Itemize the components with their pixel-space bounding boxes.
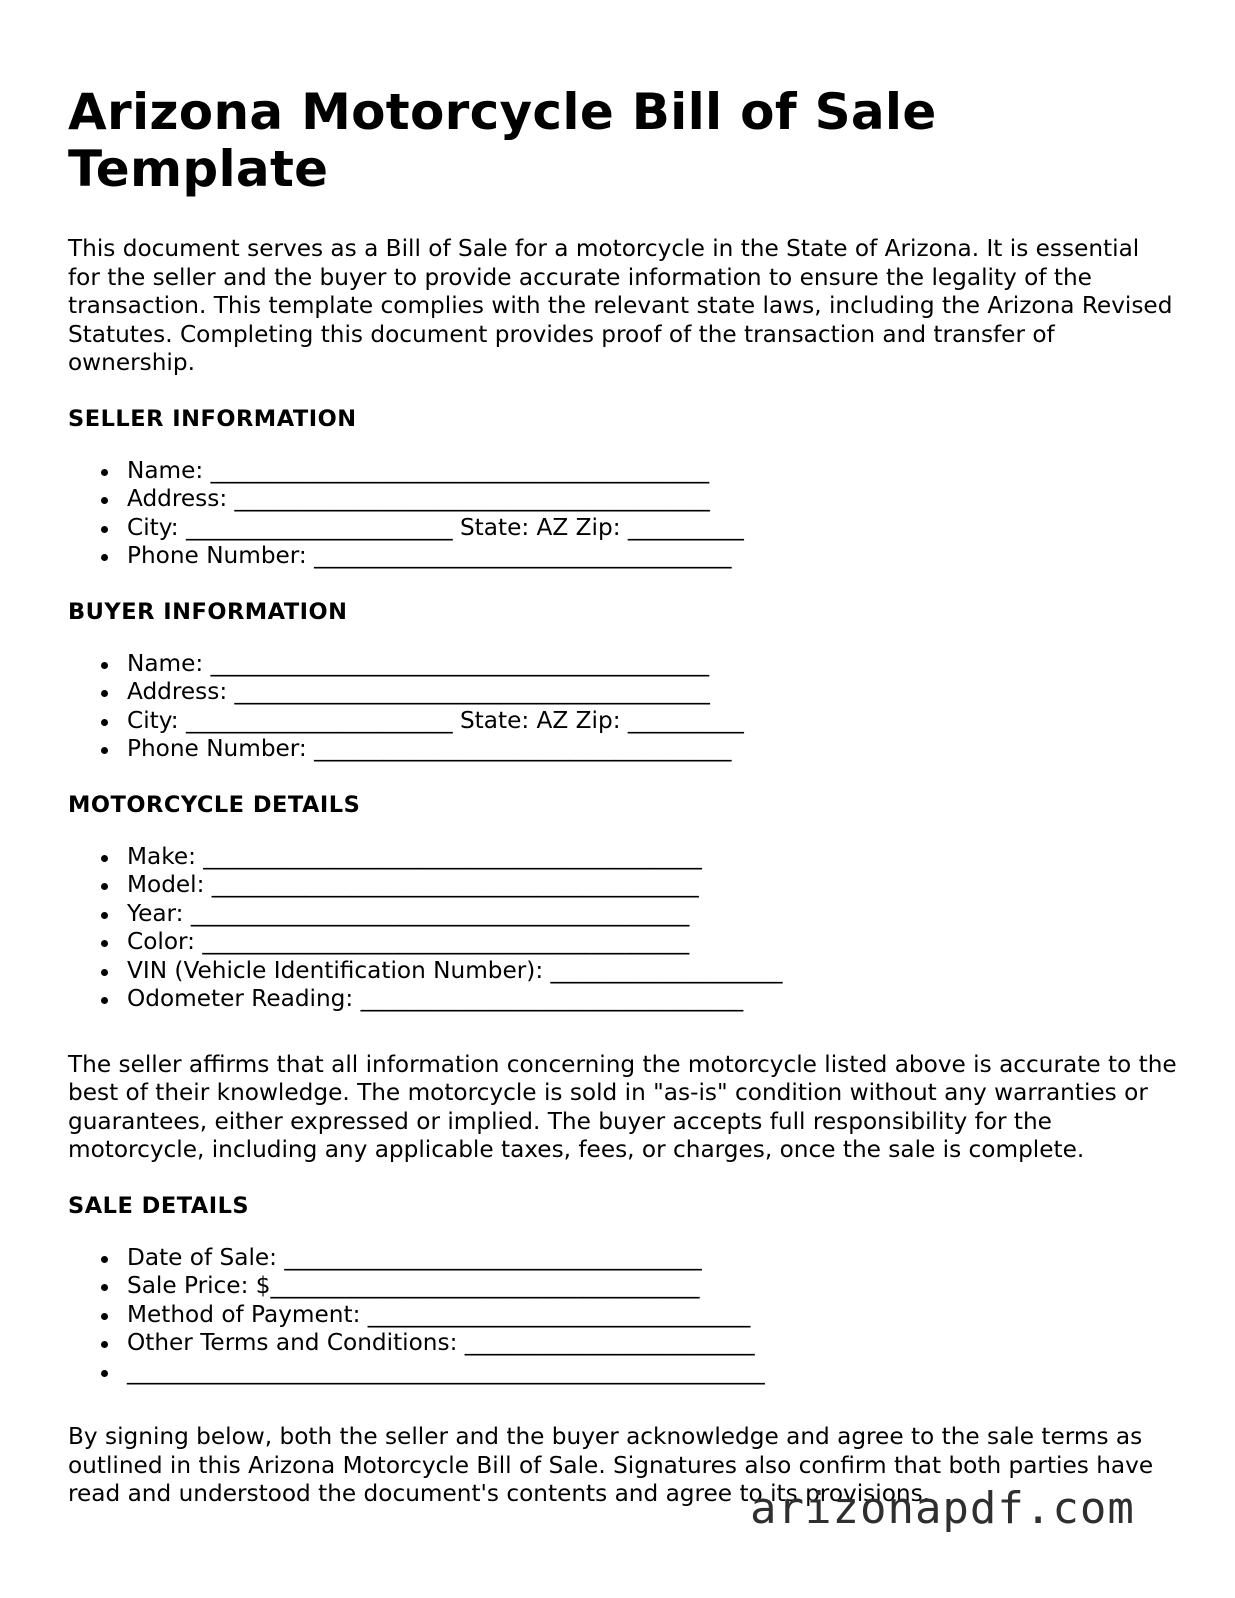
- document-title: Arizona Motorcycle Bill of Sale Template: [68, 83, 937, 198]
- seller-list: [68, 457, 1178, 571]
- other-terms-field[interactable]: Other Terms and Conditions: _________________________: [68, 1329, 1178, 1358]
- model-field[interactable]: Model: __________________________________________: [68, 871, 1178, 900]
- sale-price-field[interactable]: Sale Price: $_____________________________________: [68, 1272, 1178, 1301]
- seller-heading: SELLER INFORMATION: [68, 405, 357, 432]
- buyer-list: [68, 650, 1178, 764]
- make-field[interactable]: Make: ___________________________________________: [68, 843, 1178, 872]
- other-terms-continuation-field[interactable]: _______________________________________________________: [68, 1358, 1178, 1387]
- buyer-city-state-zip-field[interactable]: City: _______________________ State: AZ Zip: __________: [68, 707, 1178, 736]
- buyer-name-field[interactable]: Name: ___________________________________________: [68, 650, 1178, 679]
- sale-heading: SALE DETAILS: [68, 1192, 250, 1219]
- closing-paragraph: By signing below, both the seller and the buyer acknowledge and agree to the sale terms as outlined in this Arizona Motorcycle Bill of Sale. Signatures also confirm that both parties have read and understood the document's contents and agree to its provisions.: [68, 1423, 1154, 1507]
- site-watermark: arizonapdf.com: [750, 1483, 1135, 1534]
- motorcycle-heading: MOTORCYCLE DETAILS: [68, 791, 361, 818]
- payment-method-field[interactable]: Method of Payment: _________________________________: [68, 1301, 1178, 1330]
- vin-field[interactable]: VIN (Vehicle Identification Number): ____________________: [68, 957, 1178, 986]
- seller-address-field[interactable]: Address: _________________________________________: [68, 485, 1178, 514]
- seller-city-state-zip-field[interactable]: City: _______________________ State: AZ Zip: __________: [68, 514, 1178, 543]
- buyer-address-field[interactable]: Address: _________________________________________: [68, 678, 1178, 707]
- seller-name-field[interactable]: Name: ___________________________________________: [68, 457, 1178, 486]
- seller-phone-field[interactable]: Phone Number: ____________________________________: [68, 542, 1178, 571]
- color-field[interactable]: Color: __________________________________________: [68, 928, 1178, 957]
- motorcycle-list: [68, 843, 1178, 1014]
- buyer-heading: BUYER INFORMATION: [68, 598, 348, 625]
- year-field[interactable]: Year: ___________________________________________: [68, 900, 1178, 929]
- date-of-sale-field[interactable]: Date of Sale: ____________________________________: [68, 1244, 1178, 1273]
- odometer-field[interactable]: Odometer Reading: _________________________________: [68, 985, 1178, 1014]
- buyer-phone-field[interactable]: Phone Number: ____________________________________: [68, 735, 1178, 764]
- sale-list: [68, 1244, 1178, 1387]
- intro-paragraph: This document serves as a Bill of Sale for a motorcycle in the State of Arizona. It is essential for the seller and the buyer to provide accurate information to ensure the legality of the transaction. This template complies with the relevant state laws, including the Arizona Revised Statutes. Completing this document provides proof of the transaction and transfer of ownership.: [68, 235, 1173, 376]
- affirmation-paragraph: The seller affirms that all information concerning the motorcycle listed above is accurate to the best of their knowledge. The motorcycle is sold in "as-is" condition without any warranties or guarantees, either expressed or implied. The buyer accepts full responsibility for the motorcycle, including any applicable taxes, fees, or charges, once the sale is complete.: [68, 1050, 1177, 1163]
- document-page: [68, 0, 1178, 1509]
